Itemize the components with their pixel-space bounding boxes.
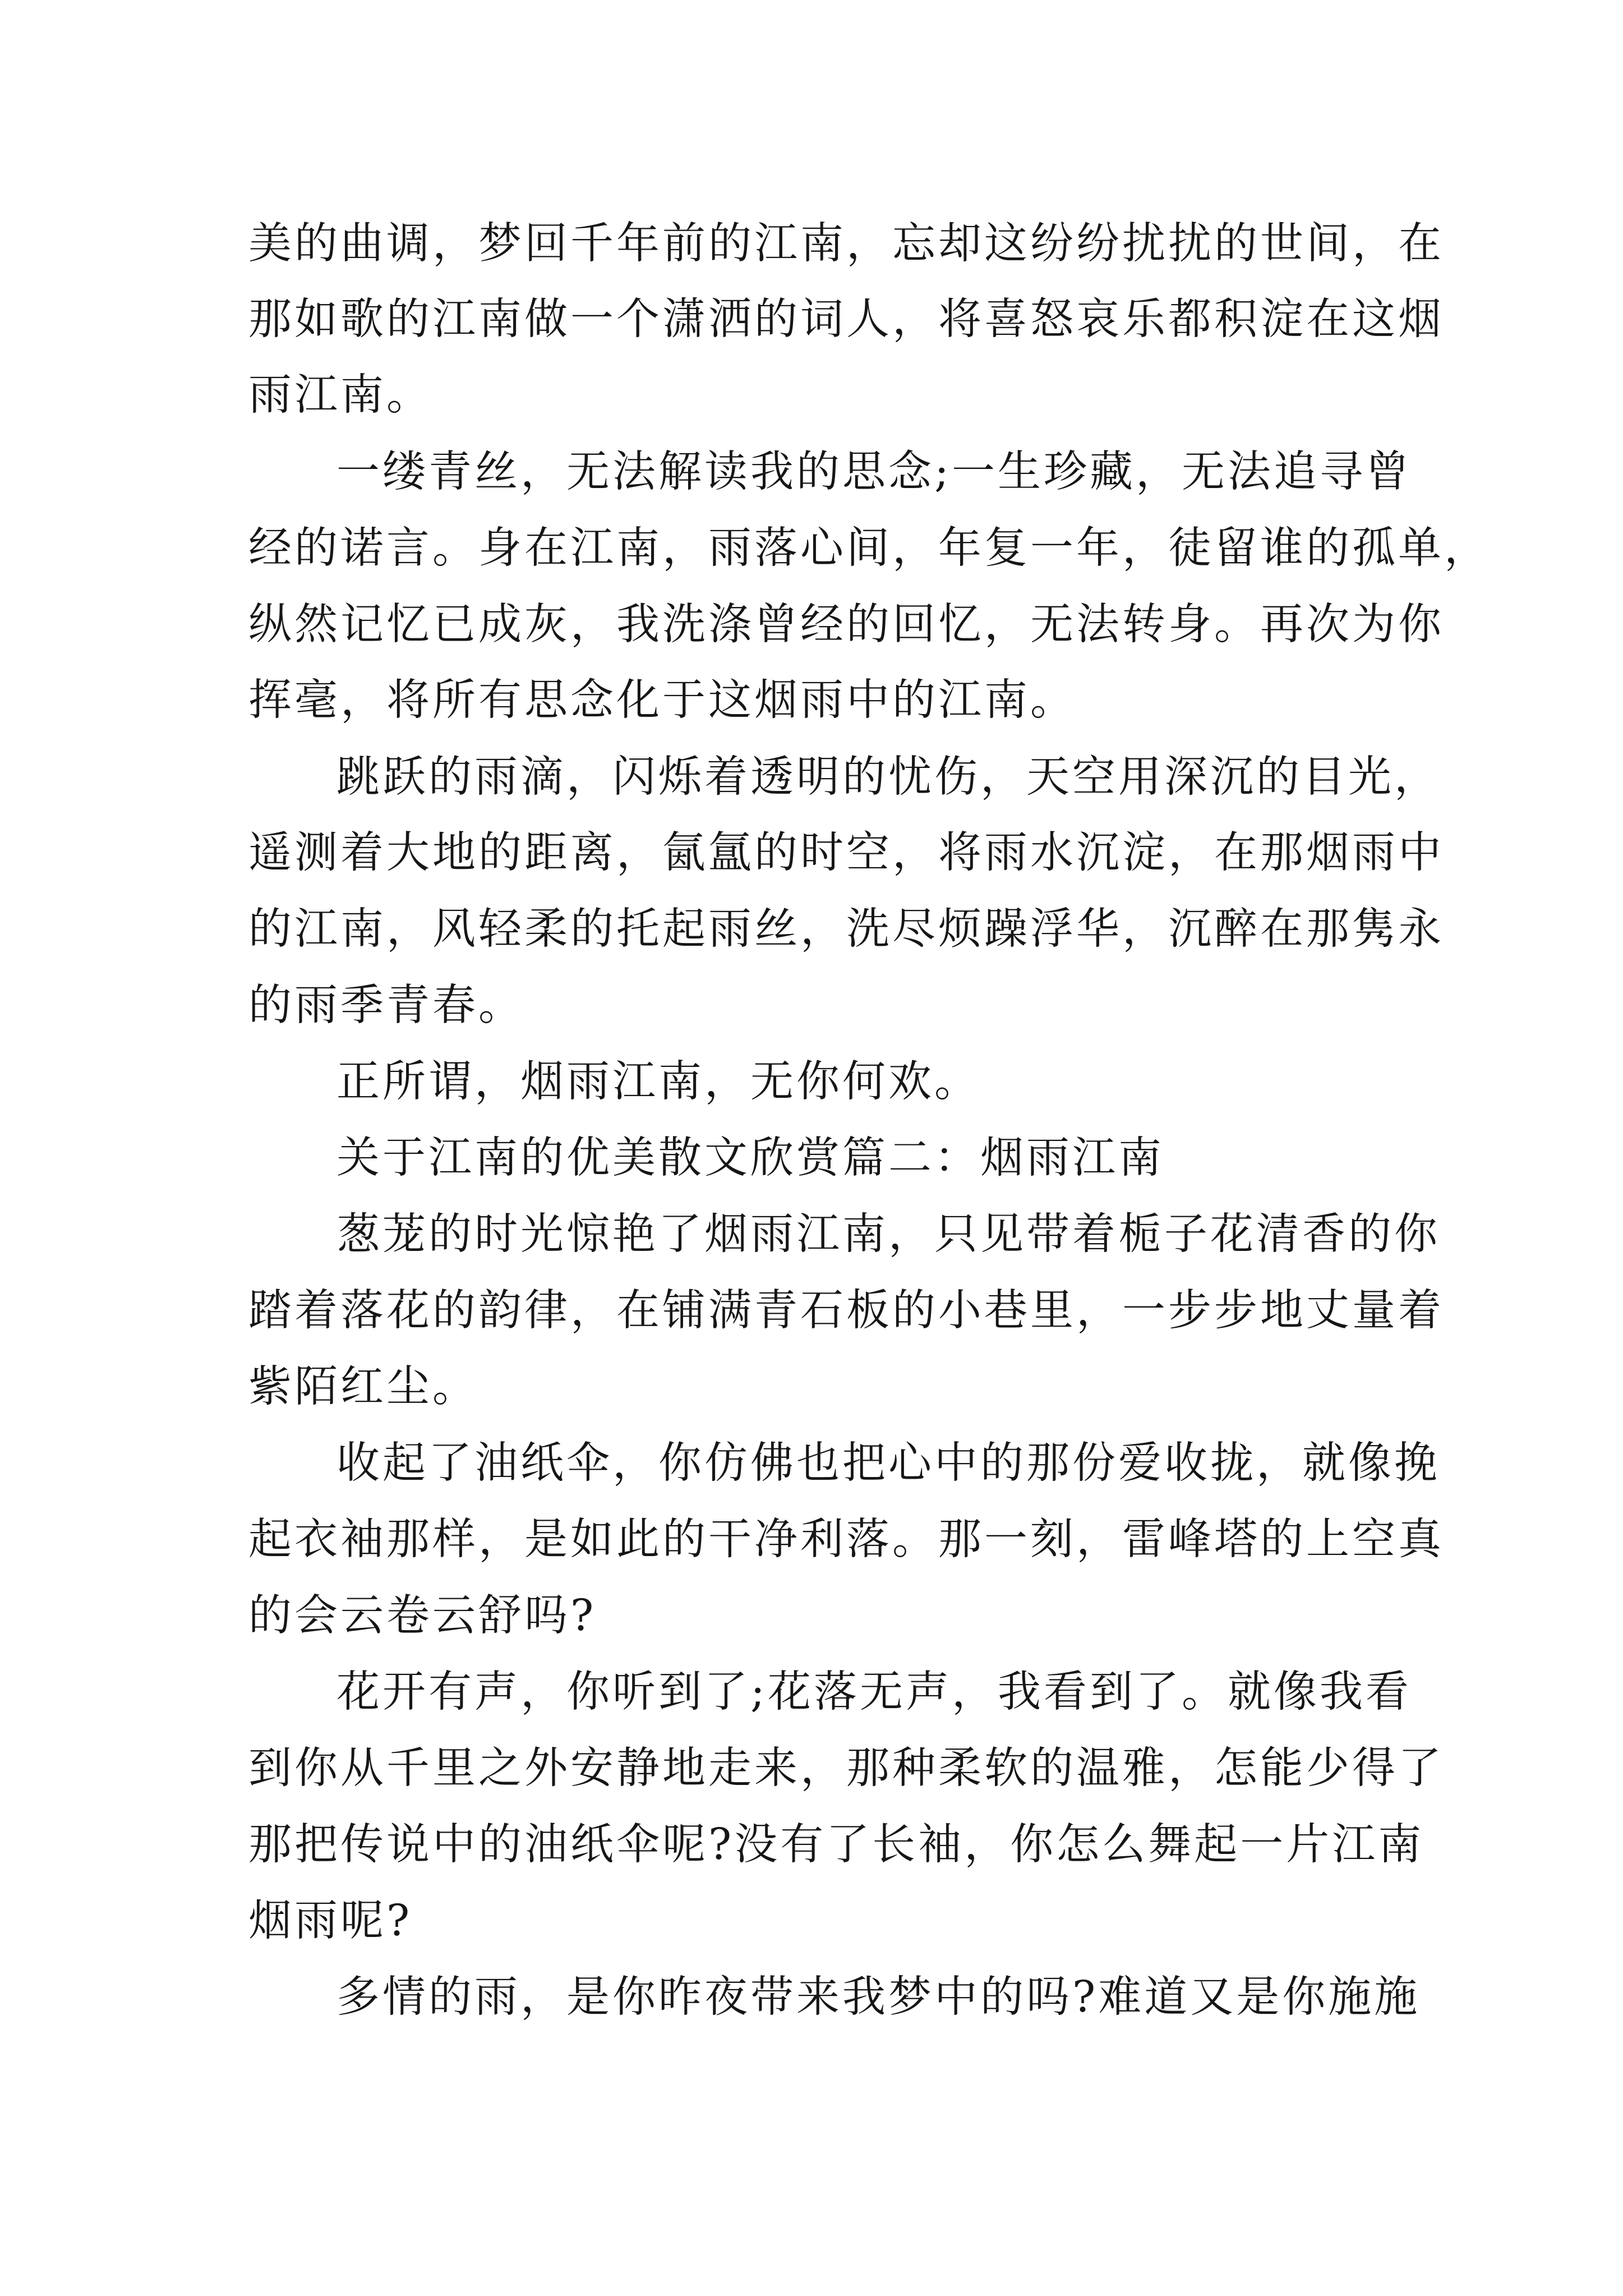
text-line: 到你从千里之外安静地走来，那种柔软的温雅，怎能少得了: [248, 1743, 1444, 1793]
text-line: 踏着落花的韵律，在铺满青石板的小巷里，一步步地丈量着: [248, 1286, 1444, 1336]
text-line: 紫陌红尘。: [248, 1362, 478, 1412]
text-line: 起衣袖那样，是如此的干净利落。那一刻，雷峰塔的上空真: [248, 1515, 1444, 1565]
text-line: 遥测着大地的距离，氤氲的时空，将雨水沉淀，在那烟雨中: [248, 828, 1444, 878]
text-line: 纵然记忆已成灰，我洗涤曾经的回忆，无法转身。再次为你: [248, 600, 1444, 650]
text-line: 的江南，风轻柔的托起雨丝，洗尽烦躁浮华，沉醉在那隽永: [248, 904, 1444, 954]
paragraph-start-line: 一缕青丝，无法解读我的思念;一生珍藏，无法追寻曾: [336, 447, 1412, 497]
paragraph-start-line: 葱茏的时光惊艳了烟雨江南，只见带着栀子花清香的你: [336, 1209, 1440, 1259]
paragraph-start-line: 花开有声，你听到了;花落无声，我看到了。就像我看: [336, 1667, 1412, 1717]
paragraph-start-line: 多情的雨，是你昨夜带来我梦中的吗?难道又是你施施: [336, 1972, 1421, 2022]
section-heading: 关于江南的优美散文欣赏篇二：烟雨江南: [336, 1133, 1164, 1183]
paragraph-start-line: 跳跃的雨滴，闪烁着透明的忧伤，天空用深沉的目光，: [336, 752, 1440, 802]
text-line: 美的曲调，梦回千年前的江南，忘却这纷纷扰扰的世间，在: [248, 219, 1444, 269]
text-line: 经的诺言。身在江南，雨落心间，年复一年，徒留谁的孤单，: [248, 523, 1490, 573]
text-line: 那把传说中的油纸伞呢?没有了长袖，你怎么舞起一片江南: [248, 1820, 1424, 1870]
paragraph-start-line: 正所谓，烟雨江南，无你何欢。: [336, 1057, 980, 1107]
paragraph-start-line: 收起了油纸伞，你仿佛也把心中的那份爱收拢，就像挽: [336, 1438, 1440, 1488]
text-line: 雨江南。: [248, 370, 432, 420]
text-line: 的雨季青春。: [248, 981, 524, 1030]
text-line: 的会云卷云舒吗?: [248, 1591, 597, 1641]
text-line: 那如歌的江南做一个潇洒的词人，将喜怒哀乐都积淀在这烟: [248, 295, 1444, 344]
text-line: 挥毫，将所有思念化于这烟雨中的江南。: [248, 675, 1076, 725]
text-line: 烟雨呢?: [248, 1896, 413, 1946]
